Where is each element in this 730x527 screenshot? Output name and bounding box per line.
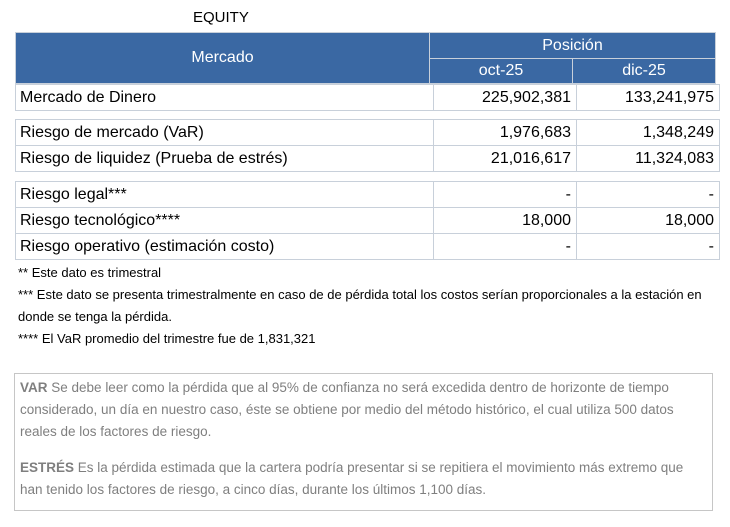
table-row bbox=[16, 234, 720, 260]
row-label: Riesgo operativo (estimación costo) bbox=[16, 234, 434, 260]
definition-estres bbox=[20, 457, 707, 501]
footnote: **** El VaR promedio del trimestre fue de 1,831,321 bbox=[18, 331, 316, 346]
row-label: Riesgo de liquidez (Prueba de estrés) bbox=[16, 146, 434, 172]
row-label: Mercado de Dinero bbox=[16, 85, 434, 111]
footnotes bbox=[18, 262, 718, 350]
row-value-oct: 21,016,617 bbox=[434, 146, 577, 172]
footnote: *** Este dato se presenta trimestralmente en caso de de pérdida total los costos serían proporcionales a la estación en donde se tenga la pérdida. bbox=[18, 287, 702, 324]
row-label: Riesgo de mercado (VaR) bbox=[16, 120, 434, 146]
row-value-oct: 225,902,381 bbox=[434, 85, 577, 111]
definition-term: VAR bbox=[20, 380, 48, 395]
row-value-oct: - bbox=[434, 234, 577, 260]
table-row bbox=[16, 208, 720, 234]
position-header: Posición bbox=[430, 33, 716, 59]
market-header: Mercado bbox=[16, 33, 430, 84]
definition-text: Es la pérdida estimada que la cartera podría presentar si se repitiera el movimiento más extremo que han tenido los factores de riesgo, a cinco días, durante los últimos 1,100 días. bbox=[20, 460, 684, 497]
period-header-1: oct-25 bbox=[430, 59, 573, 84]
table-row bbox=[16, 120, 720, 146]
table-header bbox=[15, 32, 716, 84]
money-market-table bbox=[15, 84, 720, 111]
table-row bbox=[16, 85, 720, 111]
row-value-oct: - bbox=[434, 182, 577, 208]
row-value-dic: 18,000 bbox=[577, 208, 720, 234]
market-liquidity-risk-table bbox=[15, 119, 720, 172]
footnote: ** Este dato es trimestral bbox=[18, 265, 162, 280]
other-risks-table bbox=[15, 181, 720, 260]
row-value-dic: - bbox=[577, 234, 720, 260]
row-value-oct: 18,000 bbox=[434, 208, 577, 234]
definitions-box bbox=[14, 373, 713, 511]
row-value-dic: 1,348,249 bbox=[577, 120, 720, 146]
row-value-dic: - bbox=[577, 182, 720, 208]
row-label: Riesgo legal*** bbox=[16, 182, 434, 208]
row-value-oct: 1,976,683 bbox=[434, 120, 577, 146]
row-label: Riesgo tecnológico**** bbox=[16, 208, 434, 234]
table-row bbox=[16, 182, 720, 208]
table-row bbox=[16, 146, 720, 172]
period-header-2: dic-25 bbox=[573, 59, 716, 84]
definition-var bbox=[20, 377, 707, 443]
definition-text: Se debe leer como la pérdida que al 95% de confianza no será excedida dentro de horizonte de tiempo considerado, un día en nuestro caso, éste se obtiene por medio del método histórico, el cual utiliza 500 datos reales de los factores de riesgo. bbox=[20, 380, 674, 439]
table-title: EQUITY bbox=[193, 9, 249, 26]
definition-term: ESTRÉS bbox=[20, 460, 75, 475]
row-value-dic: 11,324,083 bbox=[577, 146, 720, 172]
row-value-dic: 133,241,975 bbox=[577, 85, 720, 111]
